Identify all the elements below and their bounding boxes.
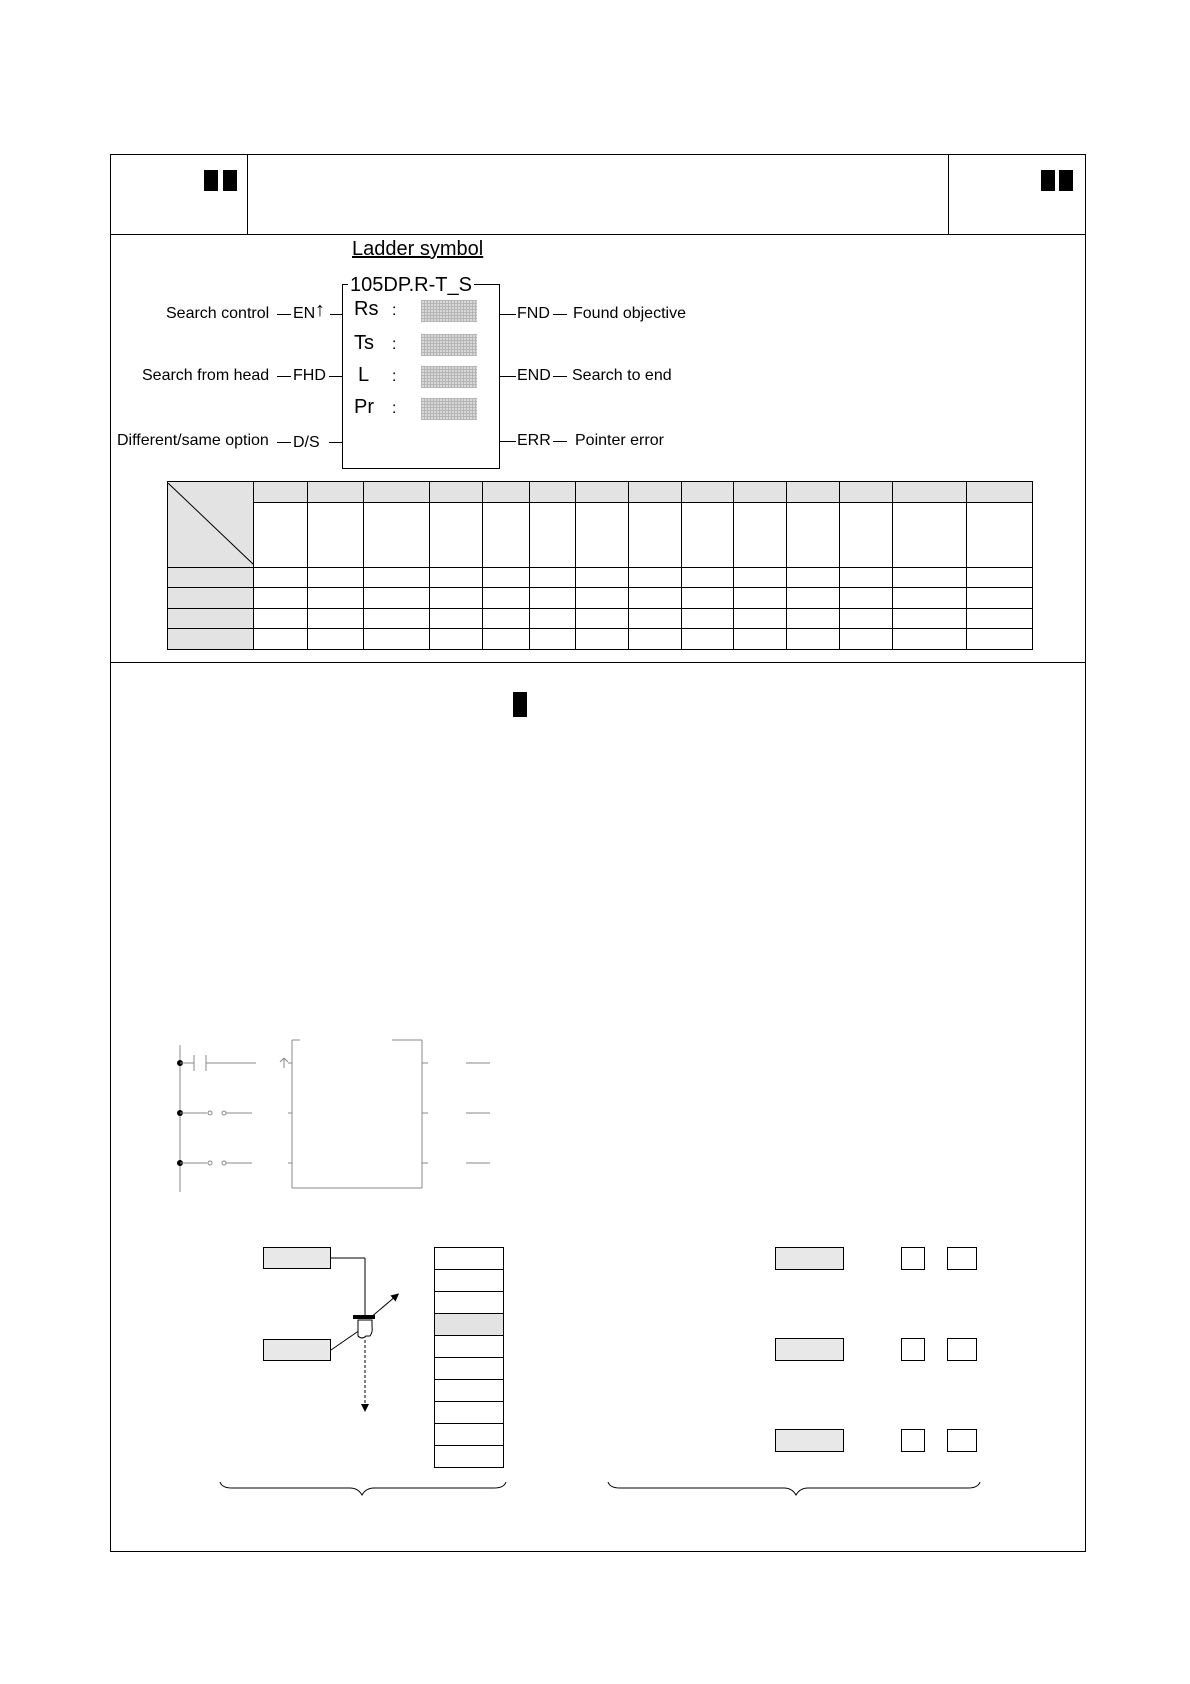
table-cell	[308, 567, 364, 588]
table-cell	[254, 588, 308, 609]
table-header-cell	[308, 482, 364, 503]
table-row-header	[168, 608, 254, 629]
table-cell	[682, 567, 734, 588]
table-cell	[530, 629, 576, 650]
input-different-same-option-label: Different/same option	[117, 432, 269, 449]
operand-device-table	[167, 481, 1033, 650]
table-cell	[434, 1247, 504, 1270]
header-left-mark-2	[223, 170, 237, 191]
table-row-header	[168, 629, 254, 650]
table-cell	[434, 1379, 504, 1402]
table-cell	[629, 629, 682, 650]
table-cell	[483, 629, 530, 650]
register-box-1	[775, 1247, 844, 1270]
table-cell	[840, 588, 893, 609]
input-ds-pin: D/S	[293, 434, 320, 451]
table-cell	[364, 502, 430, 567]
table-cell	[308, 629, 364, 650]
output-found-objective-label: Found objective	[573, 305, 686, 322]
operand-l-field	[421, 366, 477, 388]
operand-pr-field	[421, 398, 477, 420]
input-fhd-lead	[277, 376, 291, 377]
table-row	[168, 567, 1033, 588]
table-cell	[629, 608, 682, 629]
table-cell-highlighted	[434, 1313, 504, 1336]
section-divider	[110, 662, 1086, 663]
table-cell	[308, 502, 364, 567]
table-cell	[734, 588, 787, 609]
table-cell	[840, 629, 893, 650]
page-frame	[110, 154, 1086, 1552]
description-marker	[513, 692, 527, 717]
table-cell	[530, 608, 576, 629]
output-end-wire	[500, 376, 516, 377]
table-cell	[787, 608, 840, 629]
bit-box-1a	[901, 1247, 925, 1270]
rung-3-contact-left	[208, 1161, 212, 1165]
table-cell	[629, 502, 682, 567]
input-ds-wire	[329, 442, 342, 443]
header-left-mark-1	[204, 170, 218, 191]
table-cell	[576, 608, 629, 629]
example-ladder-diagram	[160, 1020, 500, 1200]
table-column	[434, 1247, 504, 1468]
input-ds-lead	[277, 442, 291, 443]
operand-l: L	[358, 364, 370, 386]
table-cell	[430, 629, 483, 650]
table-header-cell	[364, 482, 430, 503]
table-cell	[967, 588, 1033, 609]
table-cell	[308, 588, 364, 609]
output-end-pin: END	[517, 367, 551, 384]
table-cell	[254, 608, 308, 629]
operand-rs: Rs	[354, 298, 379, 320]
table-cell	[893, 608, 967, 629]
table-cell	[434, 1269, 504, 1292]
table-cell	[254, 502, 308, 567]
rising-edge-icon: ↑	[315, 299, 325, 321]
output-err-pin: ERR	[517, 432, 551, 449]
table-cell	[682, 502, 734, 567]
table-cell	[254, 567, 308, 588]
table-cell	[576, 502, 629, 567]
table-cell	[787, 567, 840, 588]
header-right-divider	[948, 154, 949, 235]
input-search-from-head-label: Search from head	[142, 367, 270, 384]
input-en-lead	[277, 314, 291, 315]
compare-arrow	[370, 1296, 396, 1318]
table-cell	[430, 608, 483, 629]
operand-rs-colon: :	[392, 302, 397, 319]
right-brace	[606, 1480, 982, 1500]
table-cell	[893, 629, 967, 650]
table-cell	[576, 567, 629, 588]
table-corner-diagonal	[168, 483, 254, 565]
table-cell	[434, 1357, 504, 1380]
table-cell	[308, 608, 364, 629]
table-cell	[576, 588, 629, 609]
operand-rs-field	[421, 300, 477, 322]
table-header-cell	[787, 482, 840, 503]
table-cell	[967, 629, 1033, 650]
table-header-cell	[893, 482, 967, 503]
table-header-cell	[840, 482, 893, 503]
table-cell	[434, 1401, 504, 1424]
register-box-3	[775, 1429, 844, 1452]
table-cell	[787, 502, 840, 567]
operand-ts: Ts	[354, 332, 374, 354]
output-search-to-end-label: Search to end	[572, 367, 672, 384]
table-cell	[734, 608, 787, 629]
output-fnd-pin: FND	[517, 305, 550, 322]
table-header-row	[168, 482, 1033, 503]
table-cell	[682, 588, 734, 609]
table-cell	[483, 608, 530, 629]
table-header-cell	[483, 482, 530, 503]
table-cell	[483, 502, 530, 567]
table-cell	[840, 567, 893, 588]
table-row-header	[168, 588, 254, 609]
table-corner-cell	[168, 482, 254, 568]
rung-2-contact-left	[208, 1111, 212, 1115]
table-cell	[967, 608, 1033, 629]
table-cell	[734, 567, 787, 588]
function-block-name: 105DP.R-T_S	[350, 274, 472, 296]
hand-icon	[358, 1320, 372, 1338]
operand-ts-field	[421, 334, 477, 356]
table-cell	[629, 588, 682, 609]
table-cell	[734, 629, 787, 650]
table-cell	[430, 502, 483, 567]
table-cell	[840, 502, 893, 567]
table-cell	[787, 629, 840, 650]
header-divider	[110, 234, 1086, 235]
table-cell	[682, 608, 734, 629]
input-fhd-wire	[329, 376, 342, 377]
output-fnd-lead	[553, 314, 567, 315]
table-cell	[364, 567, 430, 588]
table-cell	[840, 608, 893, 629]
ladder-symbol-heading: Ladder symbol	[352, 238, 484, 260]
table-cell	[254, 629, 308, 650]
table-cell	[434, 1291, 504, 1314]
table-cell	[483, 588, 530, 609]
input-search-control-label: Search control	[166, 305, 270, 322]
table-cell	[434, 1335, 504, 1358]
table-cell	[364, 608, 430, 629]
example-block-edge-arrow-left	[280, 1058, 284, 1062]
table-cell	[483, 567, 530, 588]
table-header-cell	[576, 482, 629, 503]
input-en-wire	[330, 314, 342, 315]
table-header-cell	[967, 482, 1033, 503]
example-block-edge-arrow-right	[284, 1058, 288, 1062]
register-box-2	[775, 1338, 844, 1361]
table-cell	[434, 1445, 504, 1468]
output-err-wire	[500, 441, 516, 442]
table-cell	[893, 567, 967, 588]
rung-2-contact-right	[222, 1111, 226, 1115]
bit-box-1b	[947, 1247, 977, 1270]
header-left-divider	[247, 154, 248, 235]
operand-pr: Pr	[354, 396, 374, 418]
header-right-mark-1	[1041, 170, 1055, 191]
table-header-cell	[629, 482, 682, 503]
table-cell	[629, 567, 682, 588]
table-cell	[893, 502, 967, 567]
table-cell	[364, 629, 430, 650]
output-err-lead	[553, 441, 567, 442]
operand-pr-colon: :	[392, 400, 397, 417]
table-cell	[893, 588, 967, 609]
left-brace	[218, 1480, 508, 1500]
rung-3-contact-right	[222, 1161, 226, 1165]
table-cell	[576, 629, 629, 650]
table-cell	[787, 588, 840, 609]
input-en-pin: EN	[293, 305, 316, 322]
table-cell	[530, 567, 576, 588]
table-cell	[364, 588, 430, 609]
bit-box-3b	[947, 1429, 977, 1452]
pointer-connector	[331, 1330, 360, 1350]
table-row	[168, 629, 1033, 650]
output-pointer-error-label: Pointer error	[575, 432, 664, 449]
table-cell	[430, 588, 483, 609]
table-cell	[434, 1423, 504, 1446]
table-row	[168, 608, 1033, 629]
table-cell	[967, 567, 1033, 588]
output-end-lead	[553, 376, 567, 377]
table-row-header	[168, 567, 254, 588]
table-header-cell	[682, 482, 734, 503]
table-cell	[530, 502, 576, 567]
table-subheader-row	[168, 502, 1033, 567]
operand-l-colon: :	[392, 368, 397, 385]
table-cell	[734, 502, 787, 567]
bit-box-2a	[901, 1338, 925, 1361]
table-cell	[530, 588, 576, 609]
table-header-cell	[530, 482, 576, 503]
search-pointer-diagram	[300, 1240, 430, 1420]
table-header-cell	[430, 482, 483, 503]
output-fnd-wire	[500, 314, 516, 315]
table-cell	[682, 629, 734, 650]
table-row	[168, 588, 1033, 609]
input-fhd-pin: FHD	[293, 367, 326, 384]
bit-box-3a	[901, 1429, 925, 1452]
bit-box-2b	[947, 1338, 977, 1361]
table-cell	[430, 567, 483, 588]
table-cell	[967, 502, 1033, 567]
table-header-cell	[734, 482, 787, 503]
operand-ts-colon: :	[392, 336, 397, 353]
header-right-mark-2	[1059, 170, 1073, 191]
table-header-cell	[254, 482, 308, 503]
